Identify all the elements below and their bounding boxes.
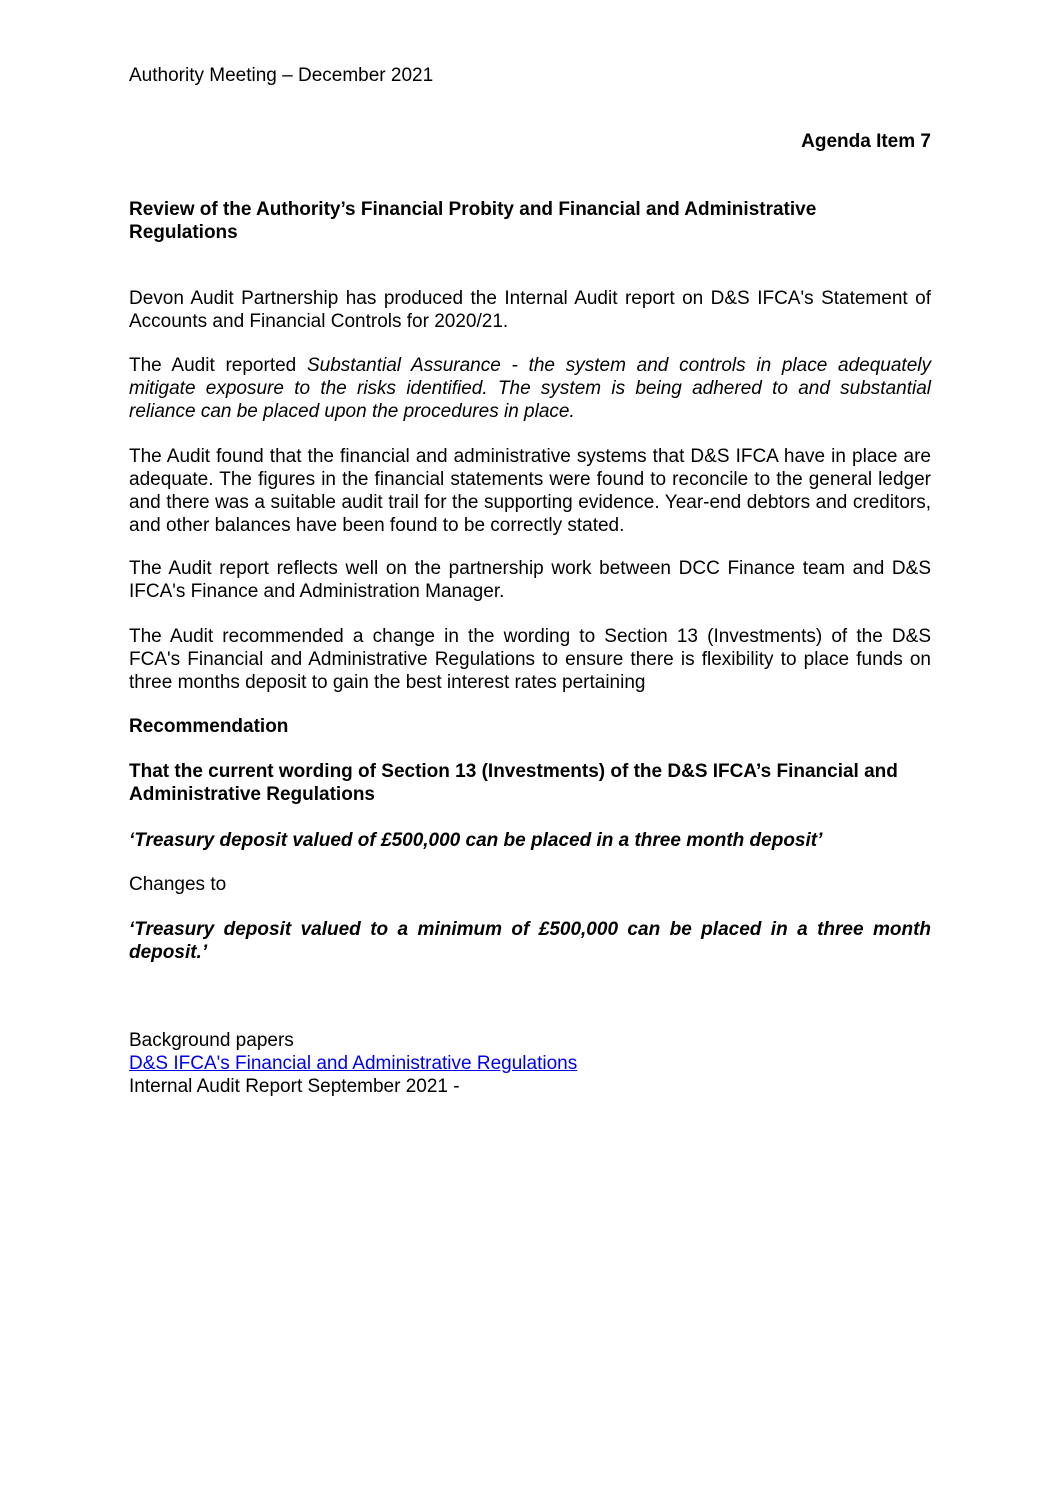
document-title: Review of the Authority’s Financial Probity and Financial and Administrative Regulations bbox=[129, 199, 817, 243]
meeting-header: Authority Meeting – December 2021 bbox=[129, 65, 434, 86]
assurance-lead-text: The Audit reported bbox=[129, 355, 307, 376]
recommendation-heading: Recommendation bbox=[129, 716, 289, 737]
background-papers-label: Background papers bbox=[129, 1030, 294, 1051]
internal-audit-report-reference: Internal Audit Report September 2021 - bbox=[129, 1076, 460, 1097]
paragraph-audit-findings: The Audit found that the financial and administrative systems that D&S IFCA have in place are adequate. The figures in the financial statements were found to reconcile to the general ledger and there was a suitable audit trail for the supporting evidence. Year-end debtors and creditors, and other balances have been found to be correctly stated. bbox=[129, 446, 931, 536]
changes-to-label: Changes to bbox=[129, 874, 227, 895]
regulations-link[interactable]: D&S IFCA's Financial and Administrative Regulations bbox=[129, 1053, 578, 1074]
paragraph-partnership: The Audit report reflects well on the partnership work between DCC Finance team and D&S IFCA's Finance and Administration Manager. bbox=[129, 558, 931, 602]
recommendation-text: That the current wording of Section 13 (Investments) of the D&S IFCA’s Financial and Administrative Regulations bbox=[129, 761, 898, 805]
new-wording-quote: ‘Treasury deposit valued to a minimum of £500,000 can be placed in a three month deposit.’ bbox=[129, 919, 931, 963]
paragraph-assurance bbox=[129, 354, 931, 423]
paragraph-audit-report: Devon Audit Partnership has produced the Internal Audit report on D&S IFCA's Statement of Accounts and Financial Controls for 2020/21. bbox=[129, 288, 931, 332]
current-wording-quote: ‘Treasury deposit valued of £500,000 can be placed in a three month deposit’ bbox=[129, 830, 823, 851]
assurance-emphasis-text: Substantial Assurance - the system and controls in place adequately mitigate exposure to the risks identified. The system is being adhered to and substantial reliance can be placed upon the procedures in place. bbox=[129, 355, 931, 422]
agenda-item-label: Agenda Item 7 bbox=[801, 131, 931, 152]
paragraph-recommended-change: The Audit recommended a change in the wording to Section 13 (Investments) of the D&S FCA's Financial and Administrative Regulations to ensure there is flexibility to place funds on three months deposit to gain the best interest rates pertaining bbox=[129, 626, 931, 693]
